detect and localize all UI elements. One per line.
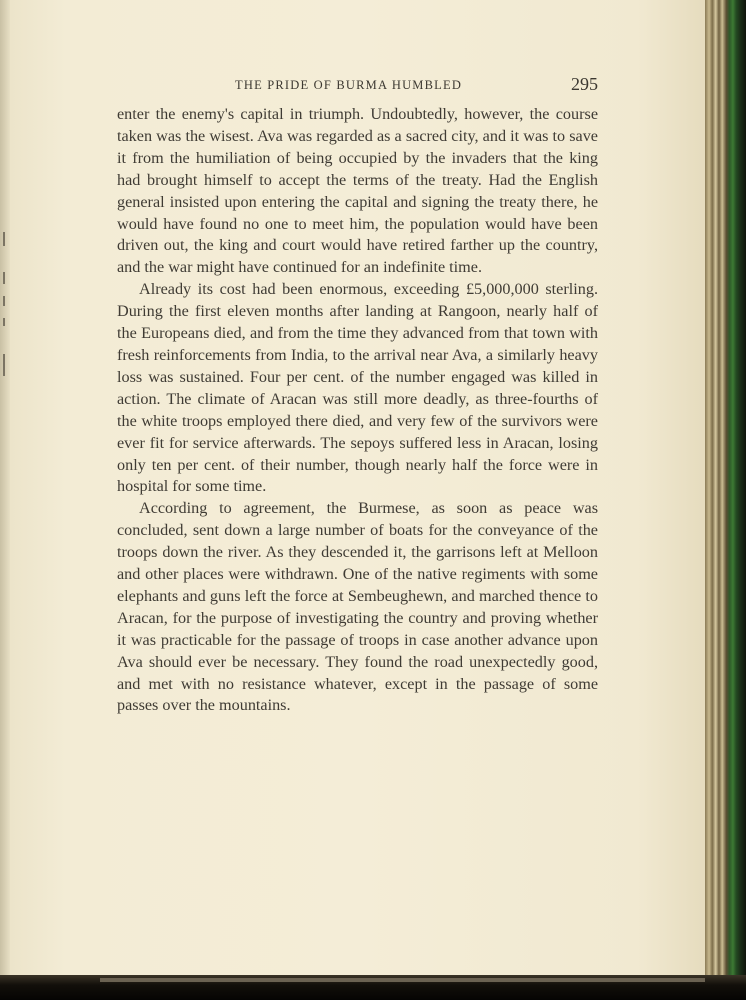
margin-mark bbox=[3, 272, 5, 284]
paragraph: According to agreement, the Burmese, as soon as peace was concluded, sent down a large number of boats for the conveyance of the troops down the river. As they descended it, the garrisons left at Melloon and other places were withdrawn. One of the native regiments with some elephants and guns left the force at Sembeughewn, and marched thence to Aracan, for the purpose of investigating the country and proving whether it was practicable for the passage of troops in case another advance upon Ava should ever be necessary. They found the road unexpectedly good, and met with no resistance whatever, except in the passage of some passes over the mountains. bbox=[117, 499, 598, 715]
page-header bbox=[117, 76, 598, 96]
page-number: 295 bbox=[571, 74, 598, 94]
margin-mark bbox=[3, 318, 5, 326]
running-head: THE PRIDE OF BURMA HUMBLED bbox=[235, 78, 463, 92]
margin-mark bbox=[3, 232, 5, 246]
margin-mark bbox=[3, 296, 5, 306]
bottom-page-stripe bbox=[100, 978, 705, 982]
margin-mark bbox=[3, 354, 5, 376]
book-binding bbox=[705, 0, 746, 1000]
paragraph: Already its cost had been enormous, exceeding £5,000,000 sterling. During the first eleven months after landing at Rangoon, nearly half of the Europeans died, and from the time they advanced from that town with fresh reinforcements from India, to the arrival near Ava, a similarly heavy loss was sustained. Four per cent. of the number engaged was killed in action. The climate of Aracan was still more deadly, as three-fourths of the white troops employed there died, and very few of the survivors were ever fit for service afterwards. The sepoys suffered less in Aracan, losing only ten per cent. of their number, though nearly half the force were in hospital for some time. bbox=[117, 280, 598, 496]
paragraph: enter the enemy's capital in triumph. Undoubtedly, however, the course taken was the wisest. Ava was regarded as a sacred city, and it was to save it from the humiliation of being occupied by the invaders that the king had brought himself to accept the terms of the treaty. Had the English general insisted upon entering the capital and signing the treaty there, he would have found no one to meet him, the population would have been driven out, the king and court would have retired farther up the country, and the war might have continued for an indefinite time. bbox=[117, 105, 598, 277]
body-text bbox=[117, 104, 598, 717]
